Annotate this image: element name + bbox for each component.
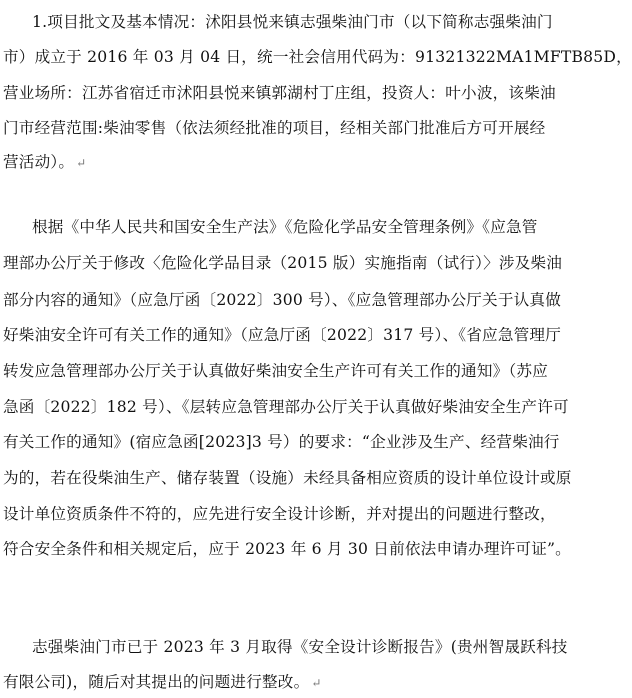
- paragraph-1-line-5: [3, 150, 566, 174]
- paragraph-1-line-1: [32, 10, 595, 34]
- paragraph-2-line-4: [3, 323, 566, 347]
- paragraph-2-line-6: [3, 395, 569, 419]
- paragraph-2-line-4-text: 好柴油安全许可有关工作的通知》（应急厅函〔2022〕317 号）、《省应急管理厅: [3, 326, 562, 344]
- paragraph-1-line-4-text: 门市经营范围:柴油零售（依法须经批准的项目，经相关部门批准后方可开展经: [3, 119, 546, 137]
- paragraph-2-line-1: [32, 215, 595, 239]
- paragraph-1-line-3: [3, 81, 566, 105]
- paragraph-1-line-1-text: 1.项目批文及基本情况：沭阳县悦来镇志强柴油门市（以下简称志强柴油门: [32, 13, 553, 31]
- paragraph-2-line-5: [3, 359, 566, 383]
- paragraph-3-line-2-text: 有限公司)，随后对其提出的问题进行整改。: [3, 673, 310, 691]
- paragraph-2-line-2: [3, 251, 566, 275]
- paragraph-return-mark: ↵: [76, 156, 87, 170]
- paragraph-2-line-9-text: 设计单位资质条件不符的，应先进行安全设计诊断，并对提出的问题进行整改，: [3, 505, 556, 523]
- paragraph-1-line-2: [3, 45, 632, 69]
- paragraph-1-line-5-text: 营活动）。: [3, 153, 75, 171]
- paragraph-1-line-2-text: 市）成立于 2016 年 03 月 04 日，统一社会信用代码为：91321322MA1MFTB85D，: [3, 48, 632, 66]
- paragraph-3-line-2: [3, 670, 566, 694]
- paragraph-1-line-4: [3, 116, 566, 140]
- paragraph-2-line-7-text: 有关工作的通知》(宿应急函[2023]3 号）的要求：“企业涉及生产、经营柴油行: [3, 433, 560, 451]
- paragraph-2-line-8-text: 为的，若在役柴油生产、储存装置（设施）未经具备相应资质的设计单位设计或原: [3, 469, 572, 487]
- paragraph-1-line-3-text: 营业场所：江苏省宿迁市沭阳县悦来镇郭湖村丁庄组，投资人：叶小波，该柴油: [3, 84, 556, 102]
- paragraph-2-line-2-text: 理部办公厅关于修改〈危险化学品目录（2015 版）实施指南（试行）〉涉及柴油: [3, 254, 563, 272]
- paragraph-2-line-9: [3, 502, 566, 526]
- paragraph-return-mark: ↵: [311, 676, 322, 690]
- paragraph-2-line-5-text: 转发应急管理部办公厅关于认真做好柴油安全生产许可有关工作的通知》（苏应: [3, 362, 548, 380]
- paragraph-2-line-3-text: 部分内容的通知》（应急厅函〔2022〕300 号）、《应急管理部办公厅关于认真做: [3, 291, 562, 309]
- paragraph-2-line-10-text: 符合安全条件和相关规定后，应于 2023 年 6 月 30 日前依法申请办理许可证”。: [3, 540, 571, 558]
- paragraph-2-line-7: [3, 430, 566, 454]
- paragraph-2-line-3: [3, 288, 566, 312]
- paragraph-2-line-10: [3, 537, 571, 561]
- paragraph-3-line-1-text: 志强柴油门市已于 2023 年 3 月取得《安全设计诊断报告》(贵州智晟跃科技: [32, 638, 568, 656]
- paragraph-3-line-1: [32, 635, 595, 659]
- paragraph-2-line-8: [3, 466, 572, 490]
- paragraph-2-line-6-text: 急函〔2022〕182 号）、《层转应急管理部办公厅关于认真做好柴油安全生产许可: [3, 398, 569, 416]
- paragraph-2-line-1-text: 根据《中华人民共和国安全生产法》《危险化学品安全管理条例》《应急管: [32, 218, 538, 236]
